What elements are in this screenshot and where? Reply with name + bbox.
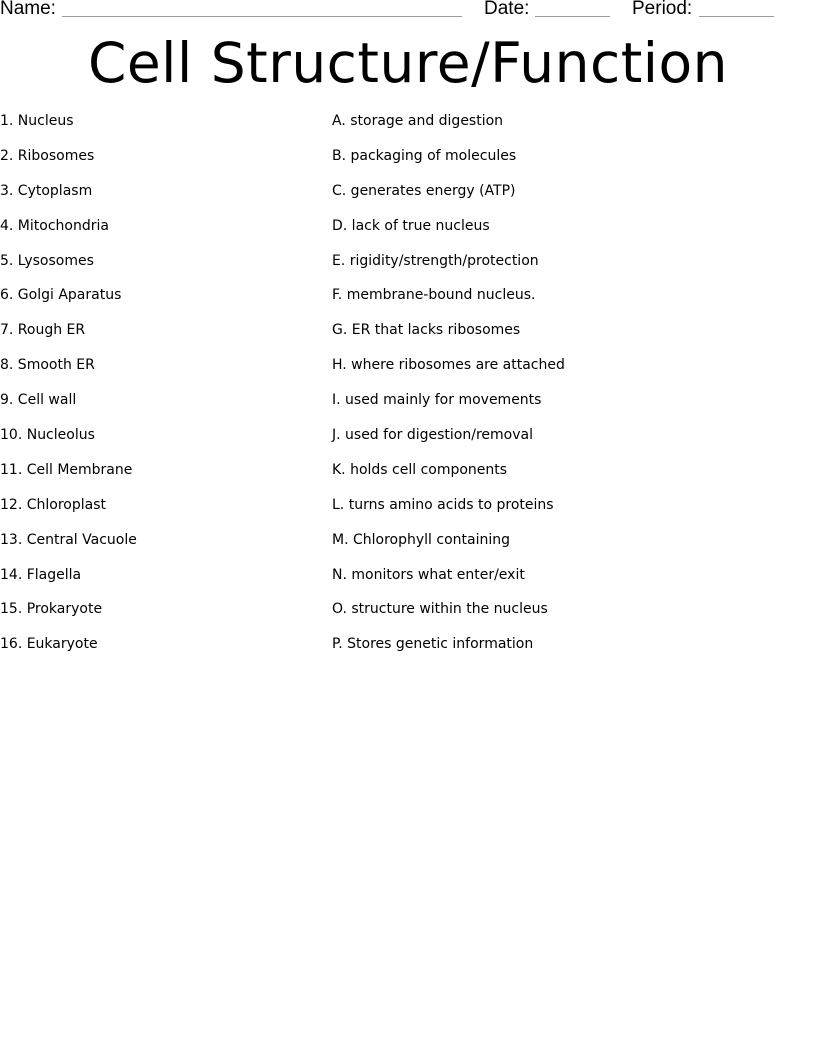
term-item: 1. Nucleus <box>0 113 74 129</box>
definition-item: O. structure within the nucleus <box>332 601 548 618</box>
term-item: 9. Cell wall <box>0 392 77 409</box>
term-item: 5. Lysosomes <box>0 252 94 269</box>
definition-item: M. Chlorophyll containing <box>332 531 510 548</box>
term-item: 7. Rough ER <box>0 322 86 339</box>
definition-item: K. holds cell components <box>332 461 508 478</box>
term-item: 6. Golgi Aparatus <box>0 287 122 304</box>
term-item: 16. Eukaryote <box>0 636 98 653</box>
definition-item: I. used mainly for movements <box>332 392 542 409</box>
definition-item: G. ER that lacks ribosomes <box>332 322 521 339</box>
definition-item: H. where ribosomes are attached <box>332 357 565 374</box>
term-item: 14. Flagella <box>0 566 82 583</box>
page-title: Cell Structure/Function <box>87 31 729 95</box>
period-label: Period: <box>632 0 693 19</box>
term-item: 10. Nucleolus <box>0 427 95 444</box>
definitions-column <box>332 112 565 670</box>
name-label: Name: <box>0 0 56 19</box>
terms-column <box>0 112 137 670</box>
term-item: 8. Smooth ER <box>0 357 95 374</box>
term-item: 12. Chloroplast <box>0 496 106 513</box>
definition-item: D. lack of true nucleus <box>332 217 490 234</box>
period-blank-line[interactable] <box>699 16 774 17</box>
definition-item: E. rigidity/strength/protection <box>332 252 539 269</box>
definition-item: L. turns amino acids to proteins <box>332 496 554 513</box>
definition-item: A. storage and digestion <box>332 113 504 129</box>
definition-item: B. packaging of molecules <box>332 147 517 164</box>
date-blank-line[interactable] <box>535 16 610 17</box>
definition-item: J. used for digestion/removal <box>332 427 533 444</box>
term-item: 2. Ribosomes <box>0 147 95 164</box>
definition-item: C. generates energy (ATP) <box>332 182 516 199</box>
date-label: Date: <box>484 0 530 19</box>
definition-item: F. membrane-bound nucleus. <box>332 287 536 304</box>
term-item: 3. Cytoplasm <box>0 182 93 199</box>
term-item: 13. Central Vacuole <box>0 531 137 548</box>
student-info-header <box>0 0 816 22</box>
term-item: 15. Prokaryote <box>0 601 103 618</box>
definition-item: N. monitors what enter/exit <box>332 566 525 583</box>
term-item: 4. Mitochondria <box>0 217 109 234</box>
name-blank-line[interactable] <box>62 16 462 17</box>
definition-item: P. Stores genetic information <box>332 636 534 653</box>
term-item: 11. Cell Membrane <box>0 461 133 478</box>
